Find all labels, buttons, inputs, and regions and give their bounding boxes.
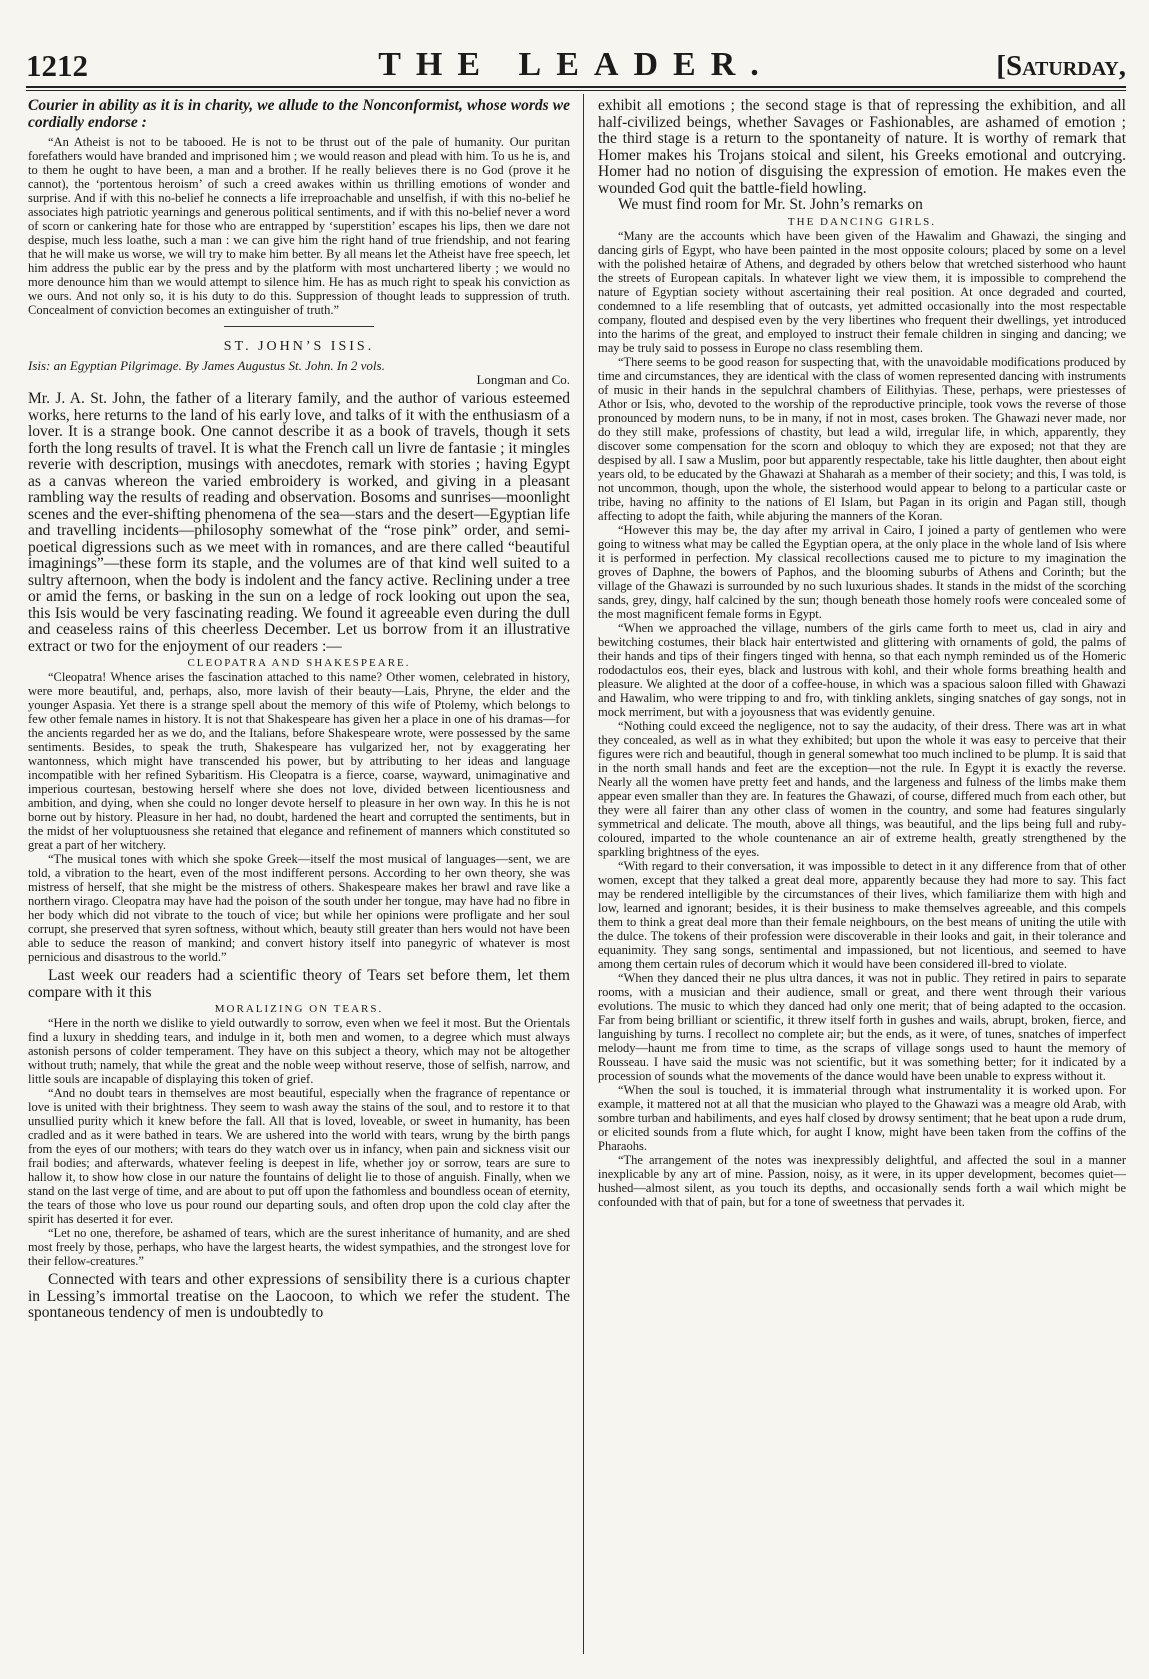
section-rule: [224, 326, 374, 327]
extract-heading-dancing: THE DANCING GIRLS.: [787, 215, 937, 228]
tears-intro: Last week our readers had a scientific theory of Tears set before them, let them compare with it this: [28, 967, 570, 1001]
dancing-paragraph-7: “When they danced their ne plus ultra dances, it was not in public. They retired in pairs to separate rooms, with a musician and their audience, small or great, and there went through their various evolutions. The music to which they danced had only one merit; that of being adapted to the occasion. Far from being brilliant or scientific, it threw itself forth in gushes and wails, abrupt, broken, fierce, and languishing by turns. I recollect no complete air; but the ends, as it were, of tunes, snatches of imperfect melody—haunt me from time to time, as the scraps of village songs used to haunt the memory of Rousseau. I have said the music was not scientific, but it was something better; for it indicated by a procession of sounds what the movements of the dance would have been unable to express without it.: [598, 970, 1126, 1083]
dancing-paragraph-4: “When we approached the village, numbers of the girls came forth to meet us, clad in airy and bewitching costumes, their black hair entertwisted and glittering with ornaments of gold, the palms of their hands and tips of their fingers tinged with henna, so that each nymph reminded us of the Homeric rododactulos eos, their eyes, black and lustrous with kohl, and their whole forms breathing health and pleasure. We alighted at the door of a coffee-house, in which was a spacious saloon filled with Ghawazi and Hawalim, who were tripping to and fro, with tinkling anklets, singing snatches of gay songs, not in mock merriment, but with a joyousness that was evidently genuine.: [598, 620, 1126, 719]
intro-paragraph: Courier in ability as it is in charity, we allude to the Nonconformist, whose words we cordially endorse :: [28, 98, 570, 131]
tears-paragraph-2: “And no doubt tears in themselves are most beautiful, especially when the fragrance of repentance or love is united with their brightness. They seem to wash away the stains of the soul, and to restore it to that unsullied purity which it knew before the fall. All that is loved, loveable, or sweet in humanity, has been cradled and as it were bathed in tears. We are ushered into the world with tears, wrung by the birth pangs from the eyes of our mothers; with tears do they watch over us in infancy, when pain and sickness visit our frail bodies; and afterwards, whatever feeling is deepest in life, whether joy or sorrow, tears are sure to hallow it, to show how close in our nature the fountains of delight lie to those of anguish. Finally, when we stand on the last verge of time, and are about to put off upon the fathomless and boundless ocean of eternity, the tears of those who love us pour round our departing souls, and often drop upon the cold clay after the spirit has deserted it for ever.: [28, 1086, 570, 1226]
section-title: ST. JOHN’S ISIS.: [223, 339, 375, 354]
extract-heading-tears: MORALIZING ON TEARS.: [214, 1003, 384, 1015]
right-column: [598, 98, 1126, 1663]
dancing-lead: We must find room for Mr. St. John’s remarks on: [618, 196, 923, 213]
cleopatra-paragraph-2: “The musical tones with which she spoke Greek—itself the most musical of languages—sent, we are told, a vibration to the heart, even of the most indifferent persons. According to her own theory, she was mistress of herself, that she might be the mistress of others. Shakespeare makes her brawl and rave like a northern virago. Cleopatra may have had the poison of the south under her tongue, may have had no fibre in her body which did not vibrate to the touch of vice; but while her opinions were profligate and her soul corrupt, she preserved that syren softness, without which, beauty still greater than hers would not have been able to seduce the reason of mankind; and convert history itself into panegyric of whatever is most pernicious and disastrous to the world.”: [28, 852, 570, 964]
continued-paragraph: exhibit all emotions ; the second stage is that of repressing the exhibition, and all half-civilized beings, whether Savages or Fashionables, are ashamed of emotion ; the third stage is a return to the spontaneity of nature. It is worthy of remark that Homer makes his Trojans stoical and silent, his Greeks emotional and outcrying. Homer had no notion of disguising the expression of emotion. He makes even the wounded God quit the battle-field howling.: [598, 98, 1126, 197]
nonconformist-quote: “An Atheist is not to be tabooed. He is not to be thrust out of the pale of humanity. Our puritan forefathers would have branded and imprisoned him ; we would reason and plead with him. To us he is, and to them he ought to have been, a man and a brother. If he really believes there is no God (prove it he cannot), the ‘portentous heroism’ of such a creed awakes within us thrilling emotions of wonder and surprise. And if with this no-belief he connects a life irreproachable and unselfish, if with this no-belief he associates high patriotic yearnings and generous political sentiments, and if with this no-belief never a word of scorn or cankering hate for those who are entrapped by ‘superstition’ escapes his lips, then we dare not despise, much less loathe, such a man : we can give him the right hand of true friendship, and not fearing that he will make us worse, we will try to make him better. By all means let the Atheist have free speech, let him address the public ear by the press and by the platform with most unchartered liberty ; we would no more denounce him than we would attempt to silence him. He has as much right to speak his conviction as we ours. And not only so, it is his duty to do this. Suppression of thought leads to suppression of truth. Concealment of conviction becomes an extinguisher of truth.”: [28, 135, 570, 317]
dancing-paragraph-5: “Nothing could exceed the negligence, not to say the audacity, of their dress. There was art in what they concealed, as well as in what they exhibited; but upon the whole it was easy to perceive that their figures were rich and beautiful, though in general somewhat too much inclined to be plump. It is said that in the north small hands and feet are the exception—not the rule. In Egypt it is exactly the reverse. Nearly all the women have pretty feet and hands, and the largeness and fulness of the limbs make them appear even smaller than they are. In features the Ghawazi, of course, differed much from each other, but they were all fairer than any other class of women in the country, and some had features singularly symmetrical and delicate. The mouth, above all things, was beautiful, and the lips being full and ruby-coloured, imparted to the whole countenance an air of extreme health, greatly strengthened by the sparkling brightness of the eyes.: [598, 718, 1126, 859]
left-column: [28, 98, 570, 1663]
dancing-paragraph-2: “There seems to be good reason for suspecting that, with the unavoidable modifications produced by time and circumstances, they are identical with the class of women represented dancing with instruments of music in their hands in the sepulchral chambers of Eilithyias. These, perhaps, were priestesses of Athor or Isis, who, devoted to the worship of the reproductive principle, took vows the reverse of those pronounced by modern nuns, to be in many, if not in most, cases broken. The Ghawazi never made, nor do they still make, professions of chastity, but lead a wild, irregular life, in which, apparently, they discover some compensation for the scorn and obloquy to which they are exposed; not that they are despised by all. I saw a Muslim, poor but apparently respectable, take his little daughter, then about eight years old, to be educated by the Ghawazi at Shaharah as a member of their society; and this, I was told, is not uncommon, though, upon the whole, the sisterhood would appear to belong to a particular caste or tribe, having no affinity to the nations of El Islam, but Pagan in its origin and Pagan still, though affecting to adopt the faith, while abjuring the manners of the Koran.: [598, 354, 1126, 523]
issue-day-text: [Saturday,: [996, 50, 1126, 82]
book-title: Isis: an Egyptian Pilgrimage. By James Augustus St. John. In 2 vols.: [28, 358, 385, 373]
newspaper-title: THE LEADER.: [378, 46, 774, 83]
tears-paragraph-1: “Here in the north we dislike to yield outwardly to sorrow, even when we feel it most. But the Orientals find a luxury in shedding tears, and indulge in it, both men and women, to a degree which must always astonish persons of colder temperament. They have on this subject a theory, which may not be altogether without truth; namely, that while the great and the noble weep without reserve, those of selfish, narrow, and little souls are incapable of displaying this token of grief.: [28, 1016, 570, 1086]
dancing-paragraph-8: “When the soul is touched, it is immaterial through what instrumentality it is worked upon. For example, it mattered not at all that the musician who played to the Ghawazi was a meagre old Arab, with sombre turban and habiliments, and eyes half closed by drowsy sentiment; that he beat upon a rude drum, or elicited sounds from a flute which, for aught I know, might have been taken from the coffins of the Pharaohs.: [598, 1082, 1126, 1153]
dancing-paragraph-1: “Many are the accounts which have been given of the Hawalim and Ghawazi, the singing and dancing girls of Egypt, who have been painted in the most opposite colours; placed by some on a level with the polished hetairæ of Athens, and degraded by others below that wretched sisterhood who haunt the streets of European capitals. In whatever light we view them, it is impossible to comprehend the nature of Egyptian society without ascertaining their real position. At once degraded and courted, condemned to a life resembling that of outcasts, yet admitted occasionally into the most respectable company, flouted and despised even by the very libertines who frequent their dwellings, yet introduced into the harims of the great, and employed to instruct their female children in singing and dancing; we may be truly said to possess in Europe no class resembling them.: [598, 228, 1126, 355]
tears-paragraph-3: “Let no one, therefore, be ashamed of tears, which are the surest inheritance of humanity, and are shed most freely by those, perhaps, who have the largest hearts, the widest sympathies, and the strongest love for their fellow-creatures.”: [28, 1226, 570, 1268]
masthead-rule-thin: [26, 90, 1126, 91]
cleopatra-paragraph-1: “Cleopatra! Whence arises the fascination attached to this name? Other women, celebrated in history, were more beautiful, and, perhaps, also, more lavish of their beauty—Lais, Phryne, the elder and the younger Aspasia. Yet there is a strange spell about the memory of this wife of Ptolemy, which belongs to few other female names in history. It is not that Shakespeare has given her a place in one of his dramas—for the ancients regarded her as we do, and the Italians, before Shakespeare wrote, were possessed by the same sentiments. Besides, to speak the truth, Shakespeare has vulgarized her, not by exaggerating her wantonness, which might have transcended his power, but by attributing to her ideas and language incompatible with her refined Sybaritism. His Cleopatra is a fierce, coarse, wayward, unimaginative and imperious courtesan, bestowing herself where she does not love, divided between licentiousness and ambition, and dying, when she could no longer devote herself to pleasure in her own way. In this he is not borne out by history. Pleasure in her had, no doubt, hardened the heart and corrupted the sentiments, but in the midst of her voluptuousness she retained that elegance and refinement of manners which constituted so great a part of her witchery.: [28, 670, 570, 852]
issue-day: [996, 50, 1126, 83]
dancing-paragraph-9: “The arrangement of the notes was inexpressibly delightful, and affected the soul in a manner inexplicable by any art of mine. Passion, noisy, as it were, in its upper development, becomes quiet—hushed—almost silent, as you touch its depths, and occasionally sends forth a wail which might be confounded with that of pain, but for a tone of sweetness that pervades it.: [598, 1152, 1126, 1209]
column-divider: [583, 94, 584, 1654]
extract-heading-cleopatra: CLEOPATRA AND SHAKESPEARE.: [187, 657, 411, 669]
masthead-rule-thick: [26, 86, 1126, 88]
book-publisher: Longman and Co.: [476, 372, 570, 387]
page-number: 1212: [26, 48, 88, 83]
dancing-paragraph-6: “With regard to their conversation, it was impossible to detect in it any difference from that of other women, except that they talked a great deal more, apparently because they had more to say. This fact may be rendered intelligible by the circumstances of their lives, which familiarize them with high and low, learned and ignorant; besides, it is their business to make themselves agreeable, and this compels them to think a great deal more than their female neighbours, on the best means of uniting the utile with the dulce. The tokens of their profession were discoverable in their looks and gait, in their tolerance and equanimity. They sang songs, sentimental and impassioned, but not licentious, and seemed to have among them certain rules of decorum which it would have been considered ill-bred to violate.: [598, 858, 1126, 971]
dancing-paragraph-3: “However this may be, the day after my arrival in Cairo, I joined a party of gentlemen who were going to witness what may be called the Egyptian opera, at the only place in the whole land of Isis where it is performed in perfection. My classical recollections caused me to picture to my imagination the groves of Daphne, the bowers of Paphos, and the blooming suburbs of Athens and Corinth; but the village of the Ghawazi is surrounded by no such luxurious shades. It stands in the midst of the scorching sands, grey, dingy, half calcined by the sun; though beneath those homely roofs were concealed some of the most magnificent female forms in Egypt.: [598, 522, 1126, 621]
closing-paragraph: Connected with tears and other expressions of sensibility there is a curious chapter in Lessing’s immortal treatise on the Laocoon, to which we refer the student. The spontaneous tendency of men is undoubtedly to: [28, 1271, 570, 1321]
review-paragraph: Mr. J. A. St. John, the father of a literary family, and the author of various esteemed works, here returns to the land of his early love, and talks of it with the enthusiasm of a lover. It is a strange book. One cannot describe it as a book of travels, though it sets forth the long results of travel. It is what the French call un livre de fantasie ; it mingles reverie with description, musings with anecdotes, remark with stories ; having Egypt as a canvas whereon the varied embroidery is worked, and giving in a pleasant rambling way the results of reading and observation. Bosoms and sunrises—moonlight scenes and the ever-shifting phenomena of the sea—stars and the desert—Egyptian life and travelling incidents—philosophy somewhat of the “rose pink” order, and semi-poetical digressions such as we meet with in romances, and are there called “beautiful imaginings”—these form its staple, and the volumes are of that kind well suited to a sultry afternoon, when the body is indolent and the fancy active. Reclining under a tree or amid the ferns, or basking in the sun on a ledge of rock looking out upon the sea, this Isis would be very fascinating reading. We found it agreeable even during the dull and ceaseless rains of this cheerless December. Let us borrow from it an illustrative extract or two for the enjoyment of our readers :—: [28, 390, 570, 655]
masthead: [26, 46, 1126, 86]
